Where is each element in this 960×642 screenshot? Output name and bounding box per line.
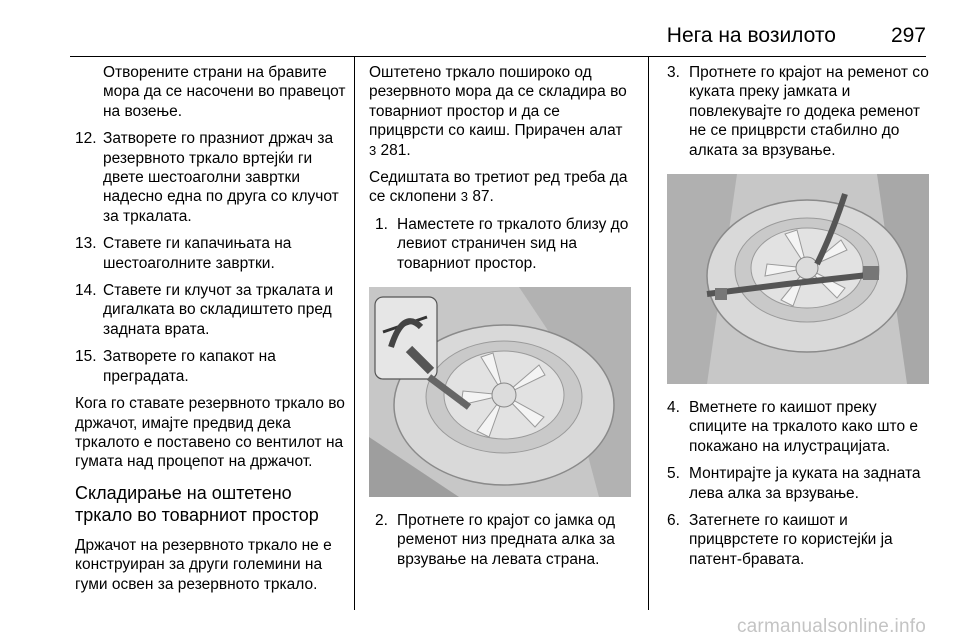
page-header: [667, 24, 926, 48]
list-number: 14.: [75, 282, 97, 300]
watermark: carmanualsonline.info: [736, 616, 926, 637]
list-item: [667, 464, 929, 503]
list-number: 15.: [75, 348, 97, 366]
body-paragraph: [369, 168, 634, 207]
list-item: [75, 347, 347, 386]
paragraph-text: Оштетено тркало пошироко од резервното мора да се складира во товарниот простор и да се прицврсти со каиш. Прирачен алат: [369, 64, 627, 140]
list-number: 1.: [375, 215, 388, 233]
list-text: Затворете го празниот држач за резервното тркало вртејќи ги двете шестоаголни завртки надесно една по друга со клучот за тркалата.: [103, 130, 339, 225]
list-item: [75, 129, 347, 226]
list-number: 4.: [667, 399, 680, 417]
list-item: [667, 511, 929, 569]
list-text: Ставете ги капачињата на шестоаголните завртки.: [103, 235, 292, 272]
list-text: Ставете ги клучот за тркалата и дигалката во складиштето пред задната врата.: [103, 282, 334, 338]
page-reference: 87.: [472, 188, 494, 206]
list-number: 3.: [667, 64, 680, 81]
column-1: [75, 63, 347, 602]
body-paragraph: [369, 63, 634, 160]
list-text: Затворете го капакот на преградата.: [103, 348, 276, 385]
list-number: 13.: [75, 235, 97, 253]
list-item: [375, 511, 634, 569]
column-3: [667, 63, 929, 577]
list-text: Наместете го тркалото близу до левиот страничен ѕид на товарниот простор.: [397, 215, 629, 272]
column-divider-2: [648, 57, 649, 610]
cross-reference-icon: 3: [369, 142, 377, 158]
list-item: [75, 281, 347, 339]
list-text: Протнете го крајот со јамка од ременот низ предната алка за врзување на левата страна.: [397, 512, 615, 568]
cross-reference-icon: 3: [460, 189, 468, 205]
list-item: [75, 234, 347, 273]
list-text: Вметнете го каишот преку спиците на тркалото како што е покажано на илустрацијата.: [689, 399, 919, 455]
section-heading: Складирање на оштетено тркало во товарниот простор: [75, 482, 319, 525]
list-number: 6.: [667, 512, 680, 530]
body-paragraph: Држачот на резервното тркало не е конструиран за други големини на гуми освен за резервното тркало.: [75, 536, 332, 593]
spare-wheel-illustration-2: [667, 174, 929, 384]
page-title: Нега на возилото: [666, 24, 836, 47]
column-2: [369, 63, 634, 577]
page-reference: 281.: [380, 141, 411, 159]
header-rule: [70, 56, 926, 57]
spare-wheel-illustration-1: [369, 287, 631, 497]
list-number: 2.: [375, 512, 388, 530]
list-text: Монтирајте ја куката на задната лева алка за врзување.: [689, 465, 921, 502]
paragraph-text: Седиштата во третиот ред треба да се склопени: [369, 169, 628, 206]
page-number: 297: [890, 24, 926, 47]
list-text: Затегнете го каишот и прицврстете го користејќи ја патент-бравата.: [689, 512, 893, 568]
list-item: [667, 63, 929, 160]
list-number: 12.: [75, 130, 97, 148]
list-text: Протнете го крајот на ременот со куката преку јамката и повлекувајте го додека ременот не се прицврсти стабилно до алката за врзување.: [689, 64, 929, 159]
list-number: 5.: [667, 465, 680, 483]
list-item: [667, 398, 929, 456]
column-divider-1: [354, 57, 355, 610]
list-item: [375, 215, 634, 273]
body-paragraph: Кога го ставате резервното тркало во држачот, имајте предвид дека тркалото е поставено со вентилот на гумата над процепот на држачот.: [75, 395, 345, 471]
lead-paragraph: Отворените страни на бравите мора да се насочени во правецот на возење.: [103, 64, 346, 120]
